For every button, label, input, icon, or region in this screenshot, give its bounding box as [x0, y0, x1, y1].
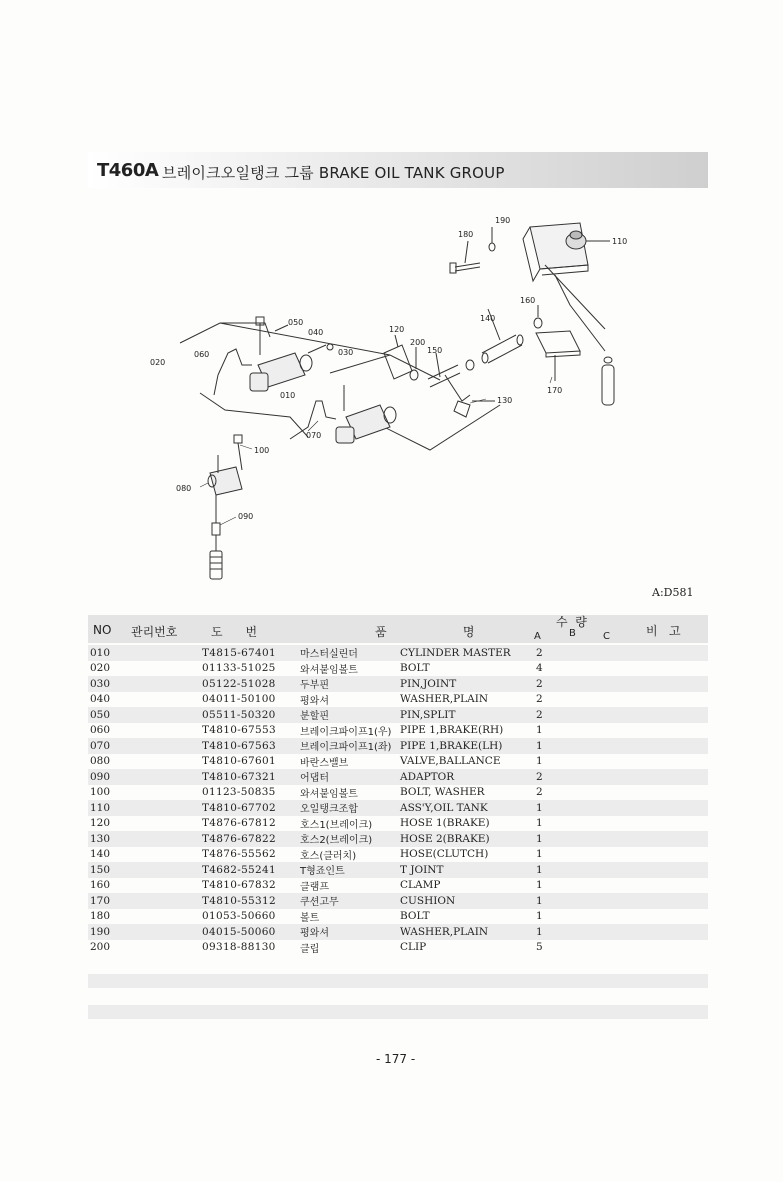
drawing-no: 05511-50320 [202, 707, 300, 723]
table-row [88, 707, 708, 723]
header-remark: 비 고 [646, 624, 681, 638]
remark-cell [576, 769, 708, 785]
part-name-en: ADAPTOR [400, 769, 536, 785]
quantity-a: 2 [536, 786, 543, 799]
part-name-en: CUSHION [400, 893, 536, 909]
remark-cell [576, 738, 708, 754]
part-name-kr: 브레이크파이프1(좌) [300, 738, 400, 754]
remark-cell [576, 893, 708, 909]
part-name-kr: 브레이크파이프1(우) [300, 726, 392, 738]
quantity-a: 1 [536, 879, 543, 892]
table-row [88, 645, 708, 661]
exploded-parts-diagram [140, 205, 660, 595]
remark-cell [576, 816, 708, 832]
callout-050: 050 [288, 318, 304, 327]
quantity-a: 1 [536, 893, 576, 909]
drawing-no: 04011-50100 [202, 693, 276, 706]
table-row [88, 893, 708, 909]
drawing-no: T4876-55562 [202, 848, 276, 861]
header-drawing-no: 도 번 [211, 625, 258, 639]
drawing-no: T4876-67812 [202, 817, 276, 830]
remark-cell [576, 723, 708, 739]
part-name-en: BOLT [400, 910, 430, 923]
table-row [88, 909, 708, 925]
part-name-en: CLIP [400, 941, 427, 954]
table-blank-row [88, 1005, 708, 1019]
table-row [88, 769, 708, 785]
table-row [88, 831, 708, 847]
callout-080: 080 [176, 484, 192, 493]
quantity-a: 2 [536, 707, 576, 723]
remark-cell [576, 862, 708, 878]
header-qty-b: B [569, 628, 576, 639]
remark-cell [576, 754, 708, 770]
quantity-a: 4 [536, 662, 543, 675]
part-name-en: T JOINT [400, 862, 536, 878]
callout-160: 160 [520, 296, 536, 305]
table-row [88, 878, 708, 894]
table-row [88, 754, 708, 770]
drawing-no: T4810-67601 [202, 755, 276, 768]
part-name-kr: T형죠인트 [300, 862, 400, 878]
drawing-no: 05122-51028 [202, 676, 300, 692]
part-no: 110 [88, 800, 202, 816]
quantity-a: 1 [536, 738, 576, 754]
table-row [88, 692, 708, 708]
quantity-a: 1 [536, 910, 543, 923]
header-qty-a: A [534, 631, 541, 642]
quantity-a: 1 [536, 848, 543, 861]
drawing-no: T4810-67321 [202, 769, 300, 785]
drawing-no: T4682-55241 [202, 862, 300, 878]
part-no: 140 [90, 848, 111, 861]
quantity-a: 2 [536, 676, 576, 692]
table-row [88, 723, 708, 739]
part-name-kr: 바란스밸브 [300, 757, 349, 769]
header-part-name: 품 명 [375, 625, 475, 639]
table-row [88, 800, 708, 816]
drawing-no: T4876-67822 [202, 831, 300, 847]
remark-cell [576, 831, 708, 847]
diagram-reference: A:D581 [652, 586, 694, 599]
callout-110: 110 [612, 237, 628, 246]
quantity-a: 1 [536, 831, 576, 847]
part-no: 170 [88, 893, 202, 909]
part-name-en: PIPE 1,BRAKE(RH) [400, 724, 504, 737]
remark-cell [576, 909, 708, 925]
part-name-en: HOSE 1(BRAKE) [400, 817, 490, 830]
header-qty-c: C [603, 631, 610, 642]
table-row [88, 816, 708, 832]
part-name-kr: 평와셔 [300, 695, 329, 707]
quantity-a: 1 [536, 924, 576, 940]
part-name-kr: 볼트 [300, 912, 320, 924]
remark-cell [576, 645, 708, 661]
drawing-no: 01123-50835 [202, 786, 276, 799]
quantity-a: 2 [536, 645, 576, 661]
part-name-kr: 호스(클러치) [300, 850, 357, 862]
callout-040: 040 [308, 328, 324, 337]
part-name-kr: 쿠션고무 [300, 893, 400, 909]
drawing-no: 01053-50660 [202, 910, 276, 923]
remark-cell [576, 692, 708, 708]
callout-190: 190 [495, 216, 511, 225]
drawing-no: T4810-67702 [202, 800, 300, 816]
part-name-kr: 마스터실린더 [300, 645, 400, 661]
table-blank-row [88, 974, 708, 988]
part-no: 070 [88, 738, 202, 754]
part-name-en: PIN,JOINT [400, 676, 536, 692]
callout-140: 140 [480, 314, 496, 323]
callout-070: 070 [306, 431, 322, 440]
part-no: 120 [90, 817, 111, 830]
drawing-no: T4810-67563 [202, 738, 300, 754]
quantity-a: 1 [536, 755, 543, 768]
drawing-no: 09318-88130 [202, 941, 276, 954]
remark-cell [576, 878, 708, 894]
part-name-kr: 호스1(브레이크) [300, 819, 373, 831]
drawing-no: T4810-55312 [202, 893, 300, 909]
part-no: 060 [90, 724, 111, 737]
callout-010: 010 [280, 391, 296, 400]
part-no: 010 [88, 645, 202, 661]
part-no: 160 [90, 879, 111, 892]
quantity-a: 5 [536, 941, 543, 954]
header-no: NO [93, 623, 112, 637]
drawing-no: 04015-50060 [202, 924, 300, 940]
drawing-no: 01133-51025 [202, 662, 276, 675]
part-name-en: PIN,SPLIT [400, 707, 536, 723]
quantity-a: 2 [536, 693, 543, 706]
part-name-kr: 와셔붙임볼트 [300, 788, 358, 800]
part-name-kr: 클립 [300, 943, 320, 955]
part-name-kr: 와셔붙임볼트 [300, 664, 358, 676]
part-no: 200 [90, 941, 111, 954]
page-number: - 177 - [376, 1052, 416, 1066]
header-quantity: 수 량 [556, 615, 587, 629]
part-name-kr: 호스2(브레이크) [300, 831, 400, 847]
part-no: 180 [90, 910, 111, 923]
part-name-en: PIPE 1,BRAKE(LH) [400, 738, 536, 754]
callout-030: 030 [338, 348, 354, 357]
callout-090: 090 [238, 512, 254, 521]
quantity-a: 1 [536, 724, 543, 737]
part-name-en: HOSE 2(BRAKE) [400, 831, 536, 847]
part-no: 080 [90, 755, 111, 768]
part-name-kr: 클램프 [300, 881, 329, 893]
parts-table [88, 645, 708, 955]
part-no: 020 [90, 662, 111, 675]
table-row [88, 676, 708, 692]
callout-180: 180 [458, 230, 474, 239]
quantity-a: 1 [536, 862, 576, 878]
table-row [88, 862, 708, 878]
part-name-en: BOLT, WASHER [400, 786, 485, 799]
callout-060: 060 [194, 350, 210, 359]
table-row [88, 661, 708, 677]
remark-cell [576, 940, 708, 956]
remark-cell [576, 847, 708, 863]
callout-100: 100 [254, 446, 270, 455]
part-name-en: CLAMP [400, 879, 441, 892]
callout-020: 020 [150, 358, 166, 367]
part-name-en: WASHER,PLAIN [400, 924, 536, 940]
callout-120: 120 [389, 325, 405, 334]
group-title: 브레이크오일탱크 그룹 BRAKE OIL TANK GROUP [162, 164, 505, 182]
remark-cell [576, 785, 708, 801]
part-name-en: ASS'Y,OIL TANK [400, 800, 536, 816]
table-row [88, 940, 708, 956]
table-row [88, 924, 708, 940]
drawing-no: T4810-67832 [202, 879, 276, 892]
part-no: 100 [90, 786, 111, 799]
header-mgmt-no: 관리번호 [131, 625, 178, 639]
part-no: 150 [88, 862, 202, 878]
callout-150: 150 [427, 346, 443, 355]
quantity-a: 1 [536, 817, 543, 830]
part-name-kr: 분할핀 [300, 707, 400, 723]
part-no: 030 [88, 676, 202, 692]
part-no: 090 [88, 769, 202, 785]
part-no: 190 [88, 924, 202, 940]
part-name-en: VALVE,BALLANCE [400, 755, 501, 768]
part-no: 130 [88, 831, 202, 847]
remark-cell [576, 924, 708, 940]
part-name-en: HOSE(CLUTCH) [400, 848, 489, 861]
remark-cell [576, 676, 708, 692]
remark-cell [576, 661, 708, 677]
drawing-no: T4815-67401 [202, 645, 300, 661]
remark-cell [576, 707, 708, 723]
part-no: 040 [90, 693, 111, 706]
group-code: T460A [97, 160, 159, 181]
callout-200: 200 [410, 338, 426, 347]
part-name-kr: 두부핀 [300, 676, 400, 692]
quantity-a: 1 [536, 800, 576, 816]
table-row [88, 785, 708, 801]
part-name-kr: 어댑터 [300, 769, 400, 785]
remark-cell [576, 800, 708, 816]
callout-130: 130 [497, 396, 513, 405]
table-row [88, 738, 708, 754]
drawing-no: T4810-67553 [202, 724, 276, 737]
part-name-kr: 오일탱크조합 [300, 800, 400, 816]
quantity-a: 2 [536, 769, 576, 785]
part-name-kr: 평와셔 [300, 924, 400, 940]
part-name-en: CYLINDER MASTER [400, 645, 536, 661]
part-name-en: WASHER,PLAIN [400, 693, 489, 706]
table-row [88, 847, 708, 863]
callout-170: 170 [547, 386, 563, 395]
part-no: 050 [88, 707, 202, 723]
part-name-en: BOLT [400, 662, 430, 675]
